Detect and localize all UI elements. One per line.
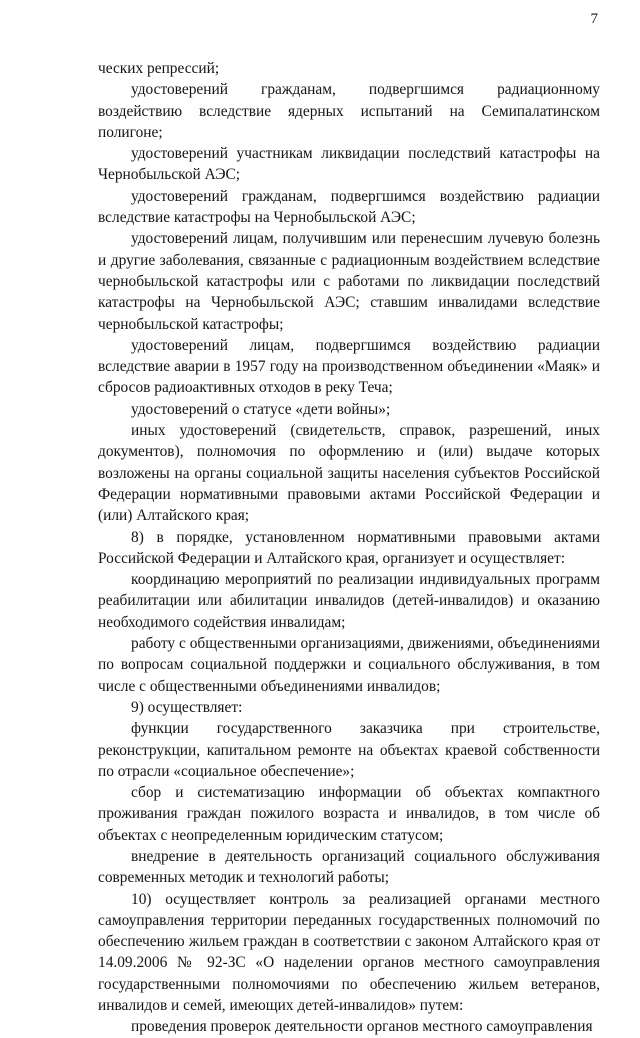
paragraph-semipalatinsk: удостоверений гражданам, подвергшимся радиационному воздействию вследствие ядерных испытаний на Семипалатинском полигоне; [98,81,600,141]
paragraph-other-documents: иных удостоверений (свидетельств, справок, разрешений, иных документов), полномочия по оформлению и (или) выдаче которых возложены на органы социальной защиты населения субъектов Российской Федерации нормативными правовыми актами Российской Федерации и (или) Алтайского края; [98,422,600,525]
paragraph-information-collection: сбор и систематизацию информации об объектах компактного проживания граждан пожилого возраста и инвалидов, в том числе об объектах с неопределенным юридическим статусом; [98,784,600,844]
page-number: 7 [590,11,598,27]
paragraph-chernobyl-liquidators: удостоверений участникам ликвидации последствий катастрофы на Чернобыльской АЭС; [98,145,600,184]
paragraph-item-9: 9) осуществляет: [131,698,243,716]
paragraph-item-8: 8) в порядке, установленном нормативными правовыми актами Российской Федерации и Алтайского края, организует и осуществляет: [98,528,600,567]
paragraph-radiation-sickness: удостоверений лицам, получившим или перенесшим лучевую болезнь и другие заболевания, связанные с радиационным воздействием вследствие чернобыльской катастрофы или с работами по ликвидации последствий катастрофы на Чернобыльской АЭС; ставшим инвалидами вследствие чернобыльской катастрофы; [98,230,600,333]
paragraph-state-customer: функции государственного заказчика при строительстве, реконструкции, капитальном ремонте на объектах краевой собственности по отрасли «социальное обеспечение»; [98,720,600,780]
paragraph-public-organizations: работу с общественными организациями, движениями, объединениями по вопросам социальной поддержки и социального обслуживания, в том числе с общественными объединениями инвалидов; [98,635,600,695]
paragraph-mayak: удостоверений лицам, подвергшимся воздействию радиации вследствие аварии в 1957 году на производственном объединении «Маяк» и сбросов радиоактивных отходов в реку Теча; [98,336,600,397]
document-body [98,58,600,1038]
paragraph-chernobyl-radiation: удостоверений гражданам, подвергшимся воздействию радиации вследствие катастрофы на Чернобыльской АЭС; [98,187,600,227]
paragraph-rehabilitation: координацию мероприятий по реализации индивидуальных программ реабилитации или абилитации инвалидов (детей-инвалидов) и оказанию необходимого содействия инвалидам; [98,571,600,631]
paragraph-modern-methods: внедрение в деятельность организаций социального обслуживания современных методик и технологий работы; [98,847,600,887]
paragraph-item-10: 10) осуществляет контроль за реализацией органами местного самоуправления территории переданных государственных полномочий по обеспечению жильем граждан в соответствии с законом Алтайского края от 14.09.2006 № 92-ЗС «О наделении органов местного самоуправления государственными полномочиями по обеспечению жильем ветеранов, инвалидов и семей, имеющих детей-инвалидов» путем: [98,890,600,1015]
paragraph-continuation: ческих репрессий; [98,60,220,77]
paragraph-inspections: проведения проверок деятельности органов местного самоуправления [131,1018,593,1036]
paragraph-children-of-war: удостоверений о статусе «дети войны»; [131,400,391,418]
